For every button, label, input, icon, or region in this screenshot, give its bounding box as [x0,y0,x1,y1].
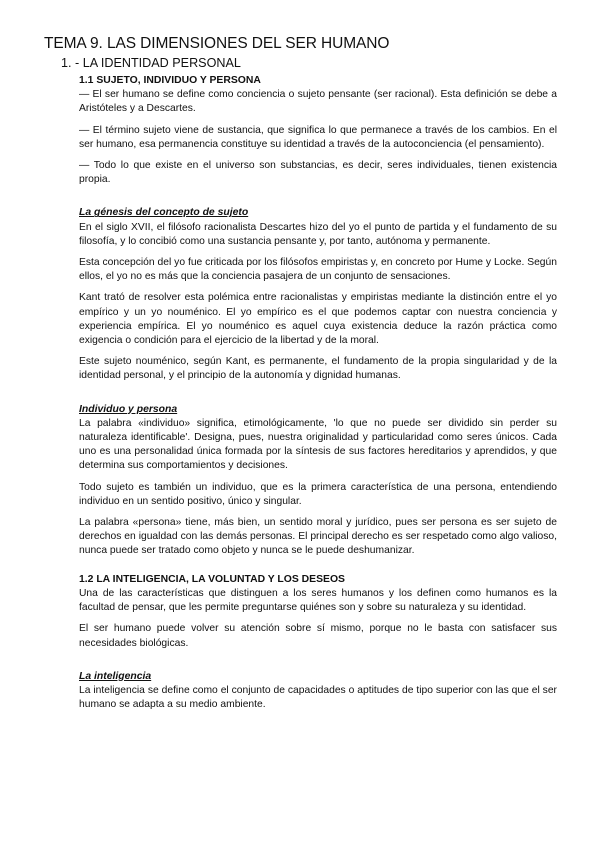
paragraph: Una de las características que distinguen a los seres humanos y los definen como humanos es la facultad de pensar, que les permite preguntarse quiénes son y sobre su naturaleza y su identidad. [79,587,557,614]
paragraph: En el siglo XVII, el filósofo racionalista Descartes hizo del yo el punto de partida y el fundamento de su filosofía, y lo concibió como una sustancia pensante y, por tanto, autónoma y permanente. [79,221,557,247]
document-title: TEMA 9. LAS DIMENSIONES DEL SER HUMANO [44,35,390,52]
paragraph: La inteligencia se define como el conjunto de capacidades o aptitudes de tipo superior con las que el ser humano se adapta a su medio ambiente. [79,684,557,711]
paragraph: — El ser humano se define como conciencia o sujeto pensante (ser racional). Esta definición se debe a Aristóteles y a Descartes. [79,89,557,115]
document-body [79,74,557,719]
subsection-heading-1-2: 1.2 LA INTELIGENCIA, LA VOLUNTAD Y LOS DESEOS [79,573,345,585]
paragraph: El ser humano puede volver su atención sobre sí mismo, porque no le basta con satisfacer sus necesidades biológicas. [79,623,557,649]
heading-inteligencia: La inteligencia [79,670,152,682]
paragraph: — Todo lo que existe en el universo son substancias, es decir, seres individuales, tienen existencia propia. [79,160,557,186]
section-heading: 1. - LA IDENTIDAD PERSONAL [61,56,241,70]
paragraph: Esta concepción del yo fue criticada por los filósofos empiristas y, en concreto por Hume y Locke. Según ellos, el yo no es más que la conciencia pasajera de un conjunto de sensaciones. [79,257,557,283]
paragraph: Kant trató de resolver esta polémica entre racionalistas y empiristas mediante la distinción entre el yo empírico y un yo nouménico. El yo empírico es el que podemos captar con nuestra conciencia y experiencia empírica. El yo nouménico es aquel cuya existencia deduce la razón práctica como exigencia o condición para el ejercicio de la libertad y de la moral. [79,292,557,347]
heading-individuo-persona: Individuo y persona [79,403,178,415]
paragraph: La palabra «individuo» significa, etimológicamente, 'lo que no puede ser dividido sin perder su naturaleza identificable'. Designa, pues, nuestra originalidad y particularidad como seres únicos. Cada uno es una personalidad única formada por la síntesis de sus factores hereditarios y aprendidos, y que determina sus comportamientos y decisiones. [79,417,557,472]
paragraph: — El término sujeto viene de sustancia, que significa lo que permanece a través de los cambios. En el ser humano, esa permanencia constituye su identidad a través de la autoconciencia (el pensamiento). [79,124,557,150]
subsection-heading-1-1: 1.1 SUJETO, INDIVIDUO Y PERSONA [79,75,261,86]
paragraph: La palabra «persona» tiene, más bien, un sentido moral y jurídico, pues ser persona es ser sujeto de derechos en igualdad con las demás personas. El principal derecho es ser respetado como algo valioso, nunca puede ser tratado como objeto y nunca se le puede deshumanizar. [79,517,557,557]
paragraph: Todo sujeto es también un individuo, que es la primera característica de una persona, entendiendo individuo en un sentido positivo, único y singular. [79,481,557,507]
heading-genesis-sujeto: La génesis del concepto de sujeto [79,207,249,219]
paragraph: Este sujeto nouménico, según Kant, es permanente, el fundamento de la propia singularidad y de la identidad personal, y el principio de la autonomía y dignidad humanas. [79,356,557,382]
